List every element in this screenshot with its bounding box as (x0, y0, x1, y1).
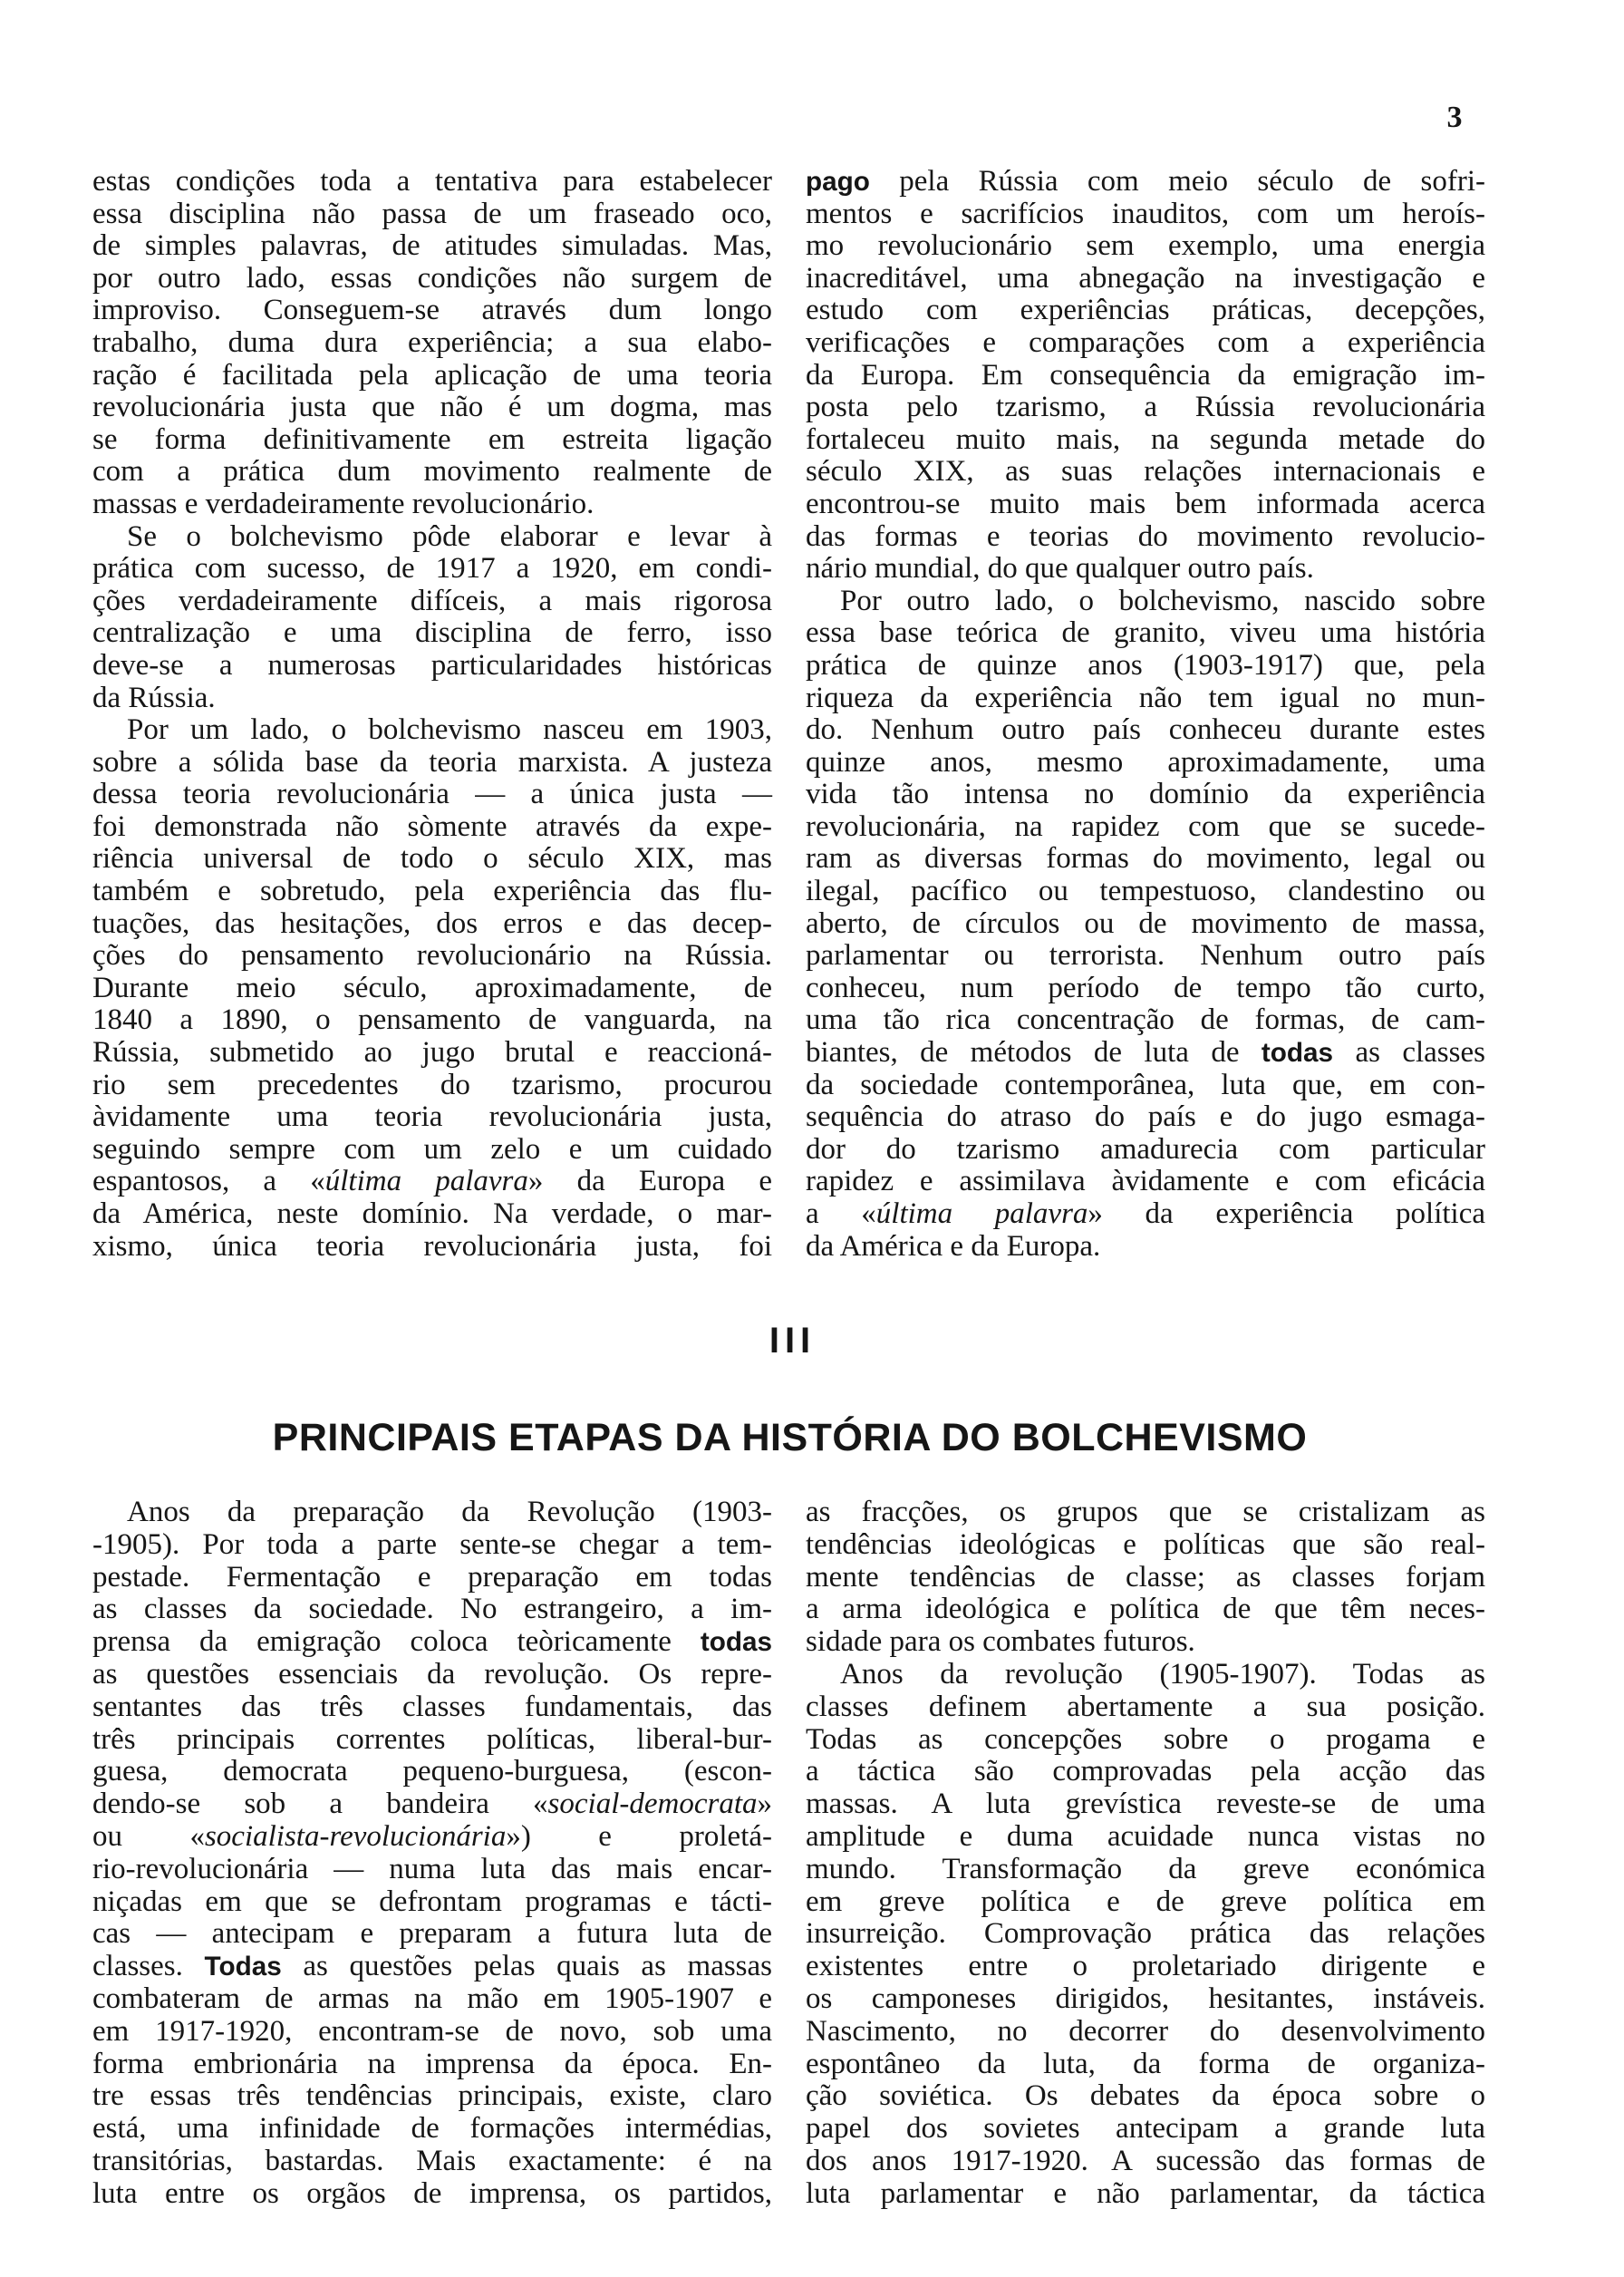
text-run: » (757, 1788, 772, 1821)
text-line: 1840 a 1890, o pensamento de vanguarda, na (92, 1003, 772, 1037)
text-line: uma tão rica concentração de formas, de cam- (806, 1003, 1485, 1037)
text-line: tendências ideológicas e políticas que são real- (806, 1527, 1485, 1561)
text-line: quinze anos, mesmo aproximadamente, uma (806, 745, 1485, 779)
text-line (806, 1198, 1485, 1231)
text-line: transitórias, bastardas. Mais exactamente: é na (92, 2144, 772, 2177)
text-line: luta parlamentar e não parlamentar, da táctica (806, 2176, 1485, 2210)
column-lower-right (806, 1497, 1485, 2211)
text-line: vida tão intensa no domínio da experiência (806, 778, 1485, 811)
text-run: prensa da emigração coloca teòricamente (92, 1625, 701, 1659)
italic-text: social-democrata (547, 1788, 758, 1821)
paragraph (92, 1497, 772, 2211)
text-line: por outro lado, essas condições não surgem de (92, 261, 772, 295)
text-line: seguindo sempre com um zelo e um cuidado (92, 1132, 772, 1166)
text-run: classes. (92, 1950, 205, 1983)
text-line: a táctica são comprovadas pela acção das (806, 1755, 1485, 1788)
column-lower-left (92, 1497, 772, 2211)
paragraph (806, 166, 1485, 586)
text-line: os camponeses dirigidos, hesitantes, instáveis. (806, 1981, 1485, 2015)
text-line: prática com sucesso, de 1917 a 1920, em condi- (92, 552, 772, 586)
text-line: ções do pensamento revolucionário na Rússia. (92, 939, 772, 973)
text-line: Anos da revolução (1905-1907). Todas as (840, 1657, 1485, 1691)
text-line: da Europa. Em consequência da emigração im- (806, 358, 1485, 392)
text-line: revolucionária, na rapidez com que se sucede- (806, 809, 1485, 843)
text-line: Todas as concepções sobre o progama e (806, 1722, 1485, 1756)
text-line: ilegal, pacífico ou tempestuoso, clandestino ou (806, 875, 1485, 908)
text-line: Rússia, submetido ao jugo brutal e reaccioná- (92, 1036, 772, 1070)
text-run: dendo-se sob a bandeira « (92, 1788, 548, 1821)
text-line: mentos e sacrifícios inauditos, com um heroís- (806, 197, 1485, 230)
text-line: niçadas em que se defrontam programas e tácti- (92, 1885, 772, 1918)
text-line: classes definem abertamente a sua posição. (806, 1690, 1485, 1723)
text-line: sobre a sólida base da teoria marxista. A justeza (92, 745, 772, 779)
text-run: » da Europa e (527, 1165, 773, 1198)
text-line: das formas e teorias do movimento revolucio- (806, 519, 1485, 553)
paragraph (806, 586, 1485, 1263)
text-line: do. Nenhum outro país conheceu durante estes (806, 713, 1485, 747)
paragraph (806, 1497, 1485, 1659)
text-line: ção soviética. Os debates da época sobre o (806, 2079, 1485, 2113)
text-line: dor do tzarismo amadurecia com particular (806, 1132, 1485, 1166)
text-run: ou « (92, 1819, 205, 1853)
text-line: as questões essenciais da revolução. Os repre- (92, 1657, 772, 1691)
text-line: cas — antecipam e preparam a futura luta de (92, 1917, 772, 1951)
text-run: ») e proletá- (506, 1819, 773, 1853)
text-line: massas. A luta grevística reveste-se de uma (806, 1788, 1485, 1821)
text-line: aberto, de círculos ou de movimento de massa, (806, 906, 1485, 940)
text-line: século XIX, as suas relações internacionais e (806, 455, 1485, 489)
text-run: as classes (1333, 1036, 1485, 1070)
text-line: sidade para os combates futuros. (806, 1625, 1195, 1659)
text-line: riência universal de todo o século XIX, mas (92, 842, 772, 876)
text-line: papel dos sovietes antecipam a grande luta (806, 2112, 1485, 2146)
text-line: estas condições toda a tentativa para estabelecer (92, 165, 772, 198)
text-line: existentes entre o proletariado dirigente e (806, 1950, 1485, 1983)
text-line: ração é facilitada pela aplicação de uma teoria (92, 358, 772, 392)
bold-text: pago (806, 167, 870, 197)
text-line (806, 1037, 1485, 1070)
bold-text: todas (700, 1627, 772, 1658)
text-line: a arma ideológica e política de que têm neces- (806, 1593, 1485, 1626)
text-line: forma embrionária na imprensa da época. En- (92, 2047, 772, 2080)
text-line: fortaleceu muito mais, na segunda metade do (806, 422, 1485, 456)
section-title: PRINCIPAIS ETAPAS DA HISTÓRIA DO BOLCHEVISMO (272, 1416, 1308, 1459)
text-line: trabalho, duma dura experiência; a sua elabo- (92, 325, 772, 359)
text-run: biantes, de métodos de luta de (806, 1036, 1262, 1070)
bold-text: Todas (204, 1952, 282, 1982)
text-line: de simples palavras, de atitudes simuladas. Mas, (92, 229, 772, 263)
text-line: centralização e uma disciplina de ferro, isso (92, 616, 772, 650)
text-line: xismo, única teoria revolucionária justa, foi (92, 1229, 772, 1263)
bold-text: todas (1261, 1038, 1334, 1069)
text-line (92, 1626, 772, 1659)
text-line: àvidamente uma teoria revolucionária justa, (92, 1100, 772, 1134)
text-line: posta pelo tzarismo, a Rússia revolucionária (806, 391, 1485, 424)
text-line (806, 166, 1485, 199)
text-line: espontâneo da luta, da forma de organiza- (806, 2047, 1485, 2080)
text-line: conheceu, num período de tempo tão curto, (806, 971, 1485, 1004)
text-line (92, 1166, 772, 1198)
text-line: em greve política e de greve política em (806, 1885, 1485, 1918)
text-line (92, 1951, 772, 1983)
text-line: ram as diversas formas do movimento, legal ou (806, 842, 1485, 876)
text-line: rapidez e assimilava àvidamente e com eficácia (806, 1165, 1485, 1198)
text-line: da América e da Europa. (806, 1229, 1101, 1263)
column-upper-left (92, 166, 772, 1263)
section-number: III (768, 1321, 817, 1361)
text-line: rio sem precedentes do tzarismo, procurou (92, 1068, 772, 1101)
paragraph (92, 714, 772, 1263)
text-line: da América, neste domínio. Na verdade, o mar- (92, 1197, 772, 1230)
italic-text: socialista-revolucionária (204, 1819, 507, 1853)
paragraph (92, 521, 772, 715)
text-line: dos anos 1917-1920. A sucessão das formas de (806, 2144, 1485, 2177)
text-line: amplitude e duma acuidade nunca vistas no (806, 1819, 1485, 1853)
paragraph (806, 1659, 1485, 2211)
text-line: está, uma infinidade de formações intermédias, (92, 2112, 772, 2146)
text-line: Anos da preparação da Revolução (1903- (127, 1496, 772, 1528)
text-line: ções verdadeiramente difíceis, a mais rigorosa (92, 584, 772, 617)
text-line (92, 1821, 772, 1854)
text-line: guesa, democrata pequeno-burguesa, (escon- (92, 1755, 772, 1788)
text-line: insurreição. Comprovação prática das relações (806, 1917, 1485, 1951)
text-line: -1905). Por toda a parte sente-se chegar a tem- (92, 1527, 772, 1561)
text-line: revolucionária justa que não é um dogma, mas (92, 391, 772, 424)
text-line: sentantes das três classes fundamentais, das (92, 1690, 772, 1723)
paragraph (92, 166, 772, 521)
text-line: rio-revolucionária — numa luta das mais encar- (92, 1852, 772, 1885)
text-line: riqueza da experiência não tem igual no mun- (806, 681, 1485, 714)
text-run: as questões pelas quais as massas (281, 1950, 773, 1983)
text-line: da Rússia. (92, 681, 216, 714)
text-line: estudo com experiências práticas, decepções, (806, 294, 1485, 327)
text-line (92, 1788, 772, 1821)
text-line: mo revolucionário sem exemplo, uma energia (806, 229, 1485, 263)
text-run: espantosos, a « (92, 1165, 325, 1198)
text-run: a « (806, 1197, 876, 1230)
text-line: deve-se a numerosas particularidades históricas (92, 648, 772, 682)
text-line: mente tendências de classe; as classes forjam (806, 1560, 1485, 1594)
page-number: 3 (1446, 101, 1463, 134)
italic-text: última palavra (875, 1197, 1088, 1230)
text-line: nário mundial, do que qualquer outro país. (806, 552, 1314, 586)
text-line: luta entre os orgãos de imprensa, os partidos, (92, 2176, 772, 2210)
text-line: essa disciplina não passa de um fraseado oco, (92, 197, 772, 230)
text-line: prática de quinze anos (1903-1917) que, pela (806, 648, 1485, 682)
text-line: Por outro lado, o bolchevismo, nascido sobre (840, 584, 1485, 617)
text-line: combateram de armas na mão em 1905-1907 e (92, 1981, 772, 2015)
text-run: pela Rússia com meio século de sofri- (869, 165, 1485, 198)
text-line: as classes da sociedade. No estrangeiro, a im- (92, 1593, 772, 1626)
text-line: inacreditável, uma abnegação na investigação e (806, 261, 1485, 295)
text-line: parlamentar ou terrorista. Nenhum outro país (806, 939, 1485, 973)
text-line: pestade. Fermentação e preparação em todas (92, 1560, 772, 1594)
text-line: tuações, das hesitações, dos erros e das decep- (92, 906, 772, 940)
text-line: Nascimento, no decorrer do desenvolvimento (806, 2014, 1485, 2048)
text-line: foi demonstrada não sòmente através da expe- (92, 809, 772, 843)
text-line: encontrou-se muito mais bem informada acerca (806, 487, 1485, 520)
text-line: massas e verdadeiramente revolucionário. (92, 487, 594, 520)
text-line: em 1917-1920, encontram-se de novo, sob uma (92, 2014, 772, 2048)
text-line: também e sobretudo, pela experiência das flu- (92, 875, 772, 908)
text-line: tre essas três tendências principais, existe, claro (92, 2079, 772, 2113)
text-line: sequência do atraso do país e do jugo esmaga- (806, 1100, 1485, 1134)
column-upper-right (806, 166, 1485, 1263)
text-line: dessa teoria revolucionária — a única justa — (92, 778, 772, 811)
italic-text: última palavra (324, 1165, 528, 1198)
text-line: três principais correntes políticas, liberal-bur- (92, 1722, 772, 1756)
text-line: Por um lado, o bolchevismo nasceu em 1903, (127, 713, 772, 747)
text-line: as fracções, os grupos que se cristalizam as (806, 1496, 1485, 1528)
text-line: verificações e comparações com a experiência (806, 325, 1485, 359)
text-line: improviso. Conseguem-se através dum longo (92, 294, 772, 327)
text-line: mundo. Transformação da greve económica (806, 1852, 1485, 1885)
text-line: se forma definitivamente em estreita ligação (92, 422, 772, 456)
text-line: Se o bolchevismo pôde elaborar e levar à (127, 519, 772, 553)
text-line: essa base teórica de granito, viveu uma história (806, 616, 1485, 650)
text-line: Durante meio século, aproximadamente, de (92, 971, 772, 1004)
text-run: » da experiência política (1088, 1197, 1485, 1230)
text-line: com a prática dum movimento realmente de (92, 455, 772, 489)
text-line: da sociedade contemporânea, luta que, em con- (806, 1068, 1485, 1101)
